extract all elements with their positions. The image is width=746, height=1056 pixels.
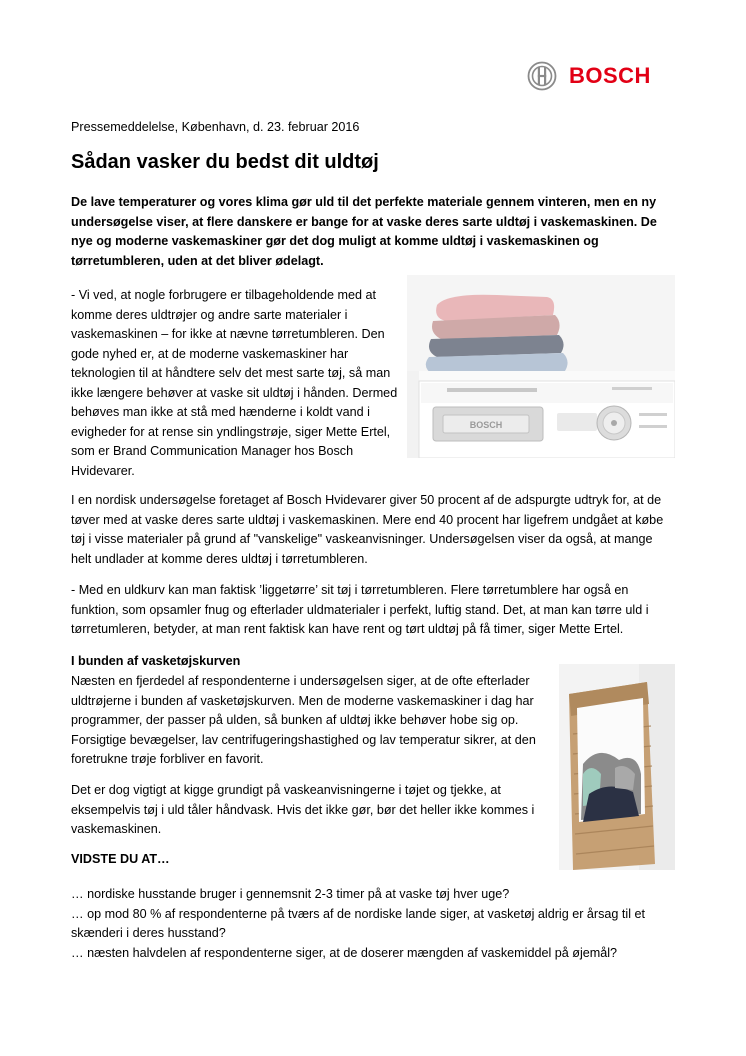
- paragraph-survey: I en nordisk undersøgelse foretaget af Bosch Hvidevarer giver 50 procent af de adspurgte udtryk for, at de tøver med at vaske deres sarte uldtøj i vaskemaskinen. Mere end 40 procent har ligefrem undgået at købe tøj i visse materialer på grund af "vanskelige" vaskeanvisninger. Undersøgelsen viser da også, at mange helt undlader at komme deres uldtøj i tørretumbleren.: [71, 493, 664, 566]
- paragraph-laundry-basket: Næsten en fjerdedel af respondenterne i undersøgelsen siger, at de ofte efterlader uldtrøjerne i bunden af vasketøjskurven. Men de moderne vaskemaskiner i dag har programmer, der passer på ulden, så bunken af uldtøj ikke behøver hobe sig op. Forsigtige bevægelser, lav centrifugeringshastighed og lav temperatur sikrer, at den foretrukne trøje forbliver en favorit.: [71, 674, 536, 766]
- paragraph-quote-1: - Vi ved, at nogle forbrugere er tilbageholdende med at komme deres uldtrøjer og andre sarte materialer i vaskemaskinen – for ikke at nævne tørretumbleren. Den gode nyhed er, at de moderne vaskemaskiner har teknologien til at håndtere selv det mest sarte tøj, så man ikke længere behøver at vaske sit uldtøj i hånden. Dermed behøves man ikke at stå med hænderne i koldt vand i evigheder for at rense sin yndlingstrøje, siger Mette Ertel, som er Brand Communication Manager hos Bosch Hvidevarer.: [71, 288, 398, 478]
- washing-machine-photo: [407, 275, 675, 458]
- bosch-armature-icon: [527, 61, 557, 91]
- laundry-basket-photo: [559, 664, 675, 870]
- list-item: … nordiske husstande bruger i gennemsnit 2-3 timer på at vaske tøj hver uge?: [71, 887, 510, 901]
- bosch-wordmark: BOSCH: [569, 63, 651, 88]
- washer-brand-label: BOSCH: [469, 420, 503, 430]
- bosch-logo: [527, 59, 651, 93]
- list-item: … op mod 80 % af respondenterne på tværs af de nordiske lande siger, at vasketøj aldrig er årsag til et skænderi i deres husstand?: [71, 906, 646, 940]
- section-subheading: I bunden af vasketøjskurven: [71, 654, 241, 668]
- list-item: … næsten halvdelen af respondenterne siger, at de doserer mængden af vaskemiddel på øjemål?: [71, 945, 618, 960]
- page-title: Sådan vasker du bedst dit uldtøj: [71, 151, 379, 173]
- facts-list: [71, 885, 675, 963]
- dateline: Pressemeddelelse, København, d. 23. februar 2016: [71, 120, 360, 134]
- paragraph-care-labels: Det er dog vigtigt at kigge grundigt på vaskeanvisningerne i tøjet og tjekke, at eksempelvis tøj i uld tåler håndvask. Hvis det ikke gør, bør det heller ikke kommes i vaskemaskinen.: [71, 783, 535, 836]
- lead-paragraph: De lave temperaturer og vores klima gør uld til det perfekte materiale gennem vinteren, men en ny undersøgelse viser, at flere danskere er bange for at vaske deres sarte uldtøj i vaskemaskinen. De nye og moderne vaskemaskiner gør det dog muligt at komme uldtøj i vaskemaskinen og tørretumbleren, uden at det bliver ødelagt.: [71, 195, 657, 268]
- paragraph-quote-2: - Med en uldkurv kan man faktisk ’liggetørre’ sit tøj i tørretumbleren. Flere tørretumblere har også en funktion, som opsamler fnug og efterlader uldmaterialer i perfekt, luftig stand. Det, at man kan tørre uld i tørretumleren, betyder, at man rent faktisk kan have rent og tørt uldtøj på få timer, siger Mette Ertel.: [71, 583, 649, 636]
- facts-heading: VIDSTE DU AT…: [71, 852, 170, 866]
